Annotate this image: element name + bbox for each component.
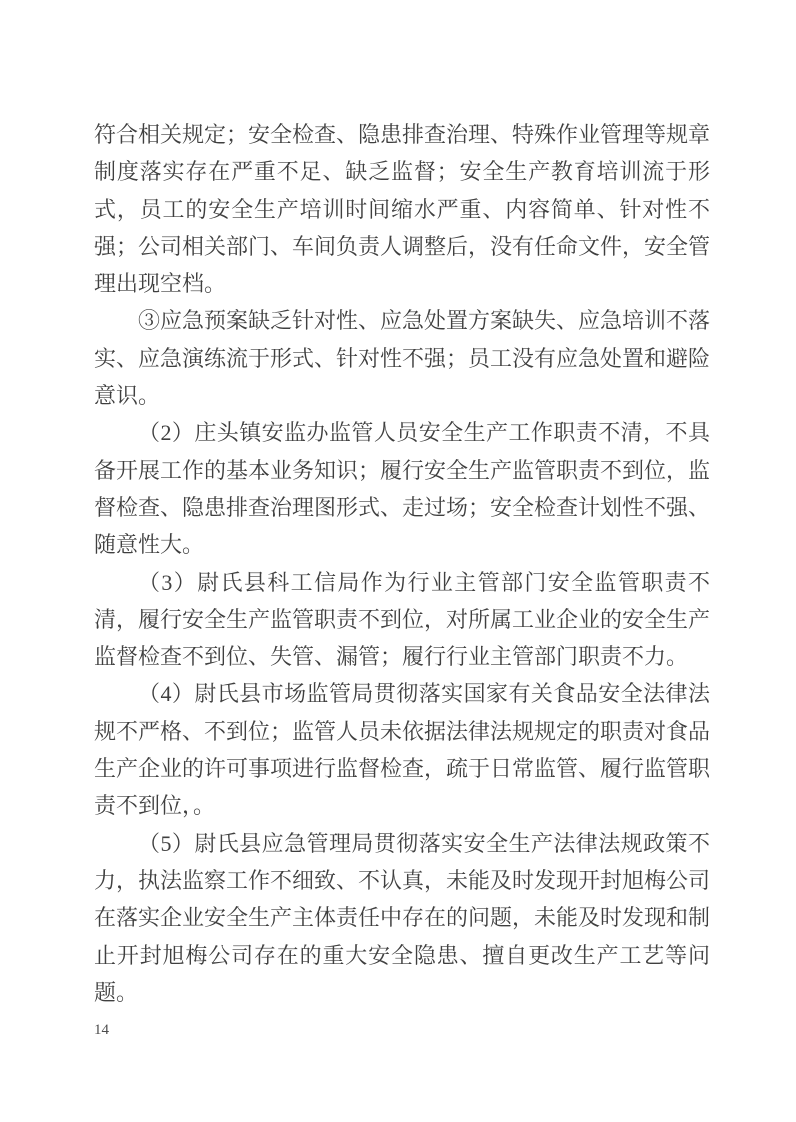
document-body: [94, 116, 710, 1011]
paragraph: 符合相关规定；安全检查、隐患排查治理、特殊作业管理等规章制度落实存在严重不足、缺乏监督；安全生产教育培训流于形式，员工的安全生产培训时间缩水严重、内容简单、针对性不强；公司相关部门、车间负责人调整后，没有任命文件，安全管理出现空档。: [94, 122, 711, 297]
paragraph: （3）尉氏县科工信局作为行业主管部门安全监管职责不清，履行安全生产监管职责不到位，对所属工业企业的安全生产监督检查不到位、失管、漏管；履行行业主管部门职责不力。: [94, 569, 711, 670]
paragraph: （5）尉氏县应急管理局贯彻落实安全生产法律法规政策不力，执法监察工作不细致、不认真，未能及时发现开封旭梅公司在落实企业安全生产主体责任中存在的问题，未能及时发现和制止开封旭梅公司存在的重大安全隐患、擅自更改生产工艺等问题。: [94, 830, 711, 1005]
paragraph: （4）尉氏县市场监管局贯彻落实国家有关食品安全法律法规不严格、不到位；监管人员未依据法律法规规定的职责对食品生产企业的许可事项进行监督检查，疏于日常监管、履行监管职责不到位，。: [94, 681, 711, 819]
paragraph: （2）庄头镇安监办监管人员安全生产工作职责不清，不具备开展工作的基本业务知识；履行安全生产监管职责不到位，监督检查、隐患排查治理图形式、走过场；安全检查计划性不强、随意性大。: [94, 420, 711, 558]
page-number: 14: [94, 1022, 109, 1038]
paragraph: ③应急预案缺乏针对性、应急处置方案缺失、应急培训不落实、应急演练流于形式、针对性不强；员工没有应急处置和避险意识。: [94, 308, 711, 409]
